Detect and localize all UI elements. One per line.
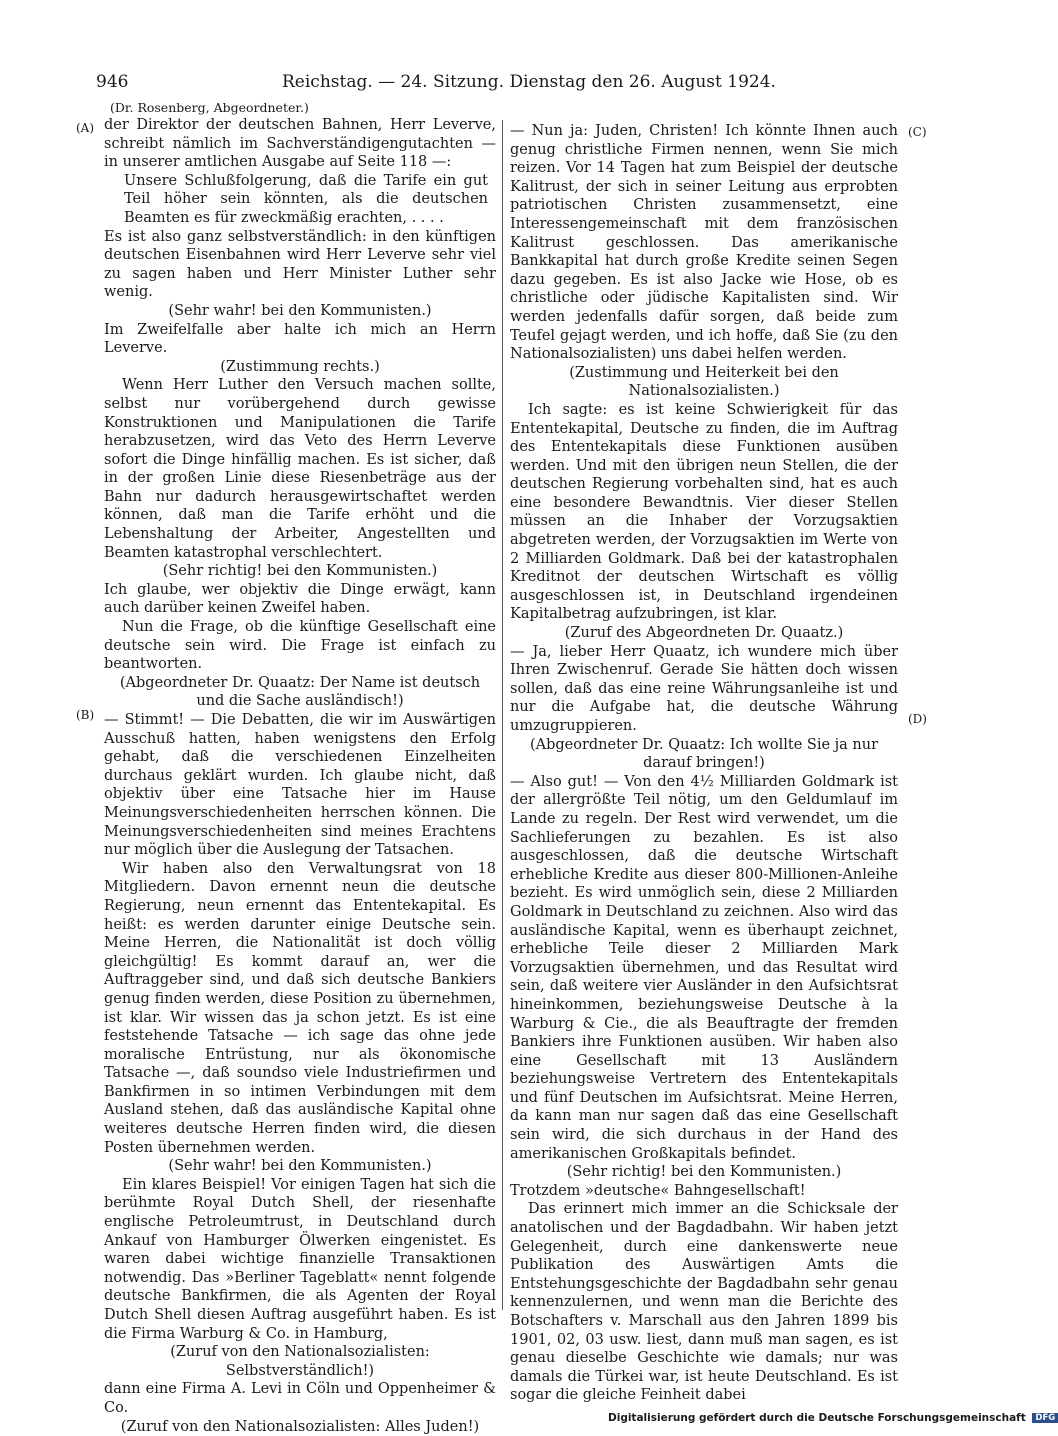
dfg-logo: DFG [1032,1413,1058,1423]
interjection: (Abgeordneter Dr. Quaatz: Ich wollte Sie ja nur darauf bringen!) [529,736,879,772]
interjection: (Zuruf von den Nationalsozialisten: Selbstverständlich!) [170,1344,430,1379]
margin-marker-b: (B) [76,708,95,722]
paragraph: dann eine Firma A. Levi in Cöln und Oppenheimer & Co. [104,1381,496,1416]
paragraph: Im Zweifelfalle aber halte ich mich an Herrn Leverve. [104,321,496,357]
interjection: (Zustimmung und Heiterkeit bei den Nationalsozialisten.) [569,364,839,400]
interjection: (Sehr richtig! bei den Kommunisten.) [162,563,438,580]
paragraph: Wenn Herr Luther den Versuch machen sollte, selbst nur vorübergehend durch gewisse Konstruktionen und Manipulationen die Tarife herabzusetzen, wird das Veto des Herrn Leverve sofort die Dinge hinfällig machen. Es ist sicher, daß in der großen Linie diese Riesenbeträge aus der Bahn nur dadurch herausgewirtschaftet werden können, daß man die Tarife erhöht und die Lebenshaltung der Arbeiter, Angestellten und Beamten katastrophal verschlechtert. [104,377,496,561]
paragraph: Es ist also ganz selbstverständlich: in den künftigen deutschen Eisenbahnen wird Herr Leverve sehr viel zu sagen haben und Herr Minister Luther sehr wenig. [104,228,496,301]
footer-credit [608,1412,1056,1424]
right-column [510,122,898,1405]
paragraph: — Ja, lieber Herr Quaatz, ich wundere mich über Ihren Zwischenruf. Gerade Sie hätten doch wissen sollen, daß das eine reine Währungsanleihe ist und nur die Aufgabe hat, die deutsche Währung umzugruppieren. [510,643,898,734]
interjection: (Zuruf von den Nationalsozialisten: Alles Juden!) [120,1418,480,1435]
page-number: 946 [96,72,129,92]
paragraph: Trotzdem »deutsche« Bahngesellschaft! [510,1182,806,1199]
interjection: (Abgeordneter Dr. Quaatz: Der Name ist deutsch und die Sache ausländisch!) [119,674,481,710]
paragraph: — Stimmt! — Die Debatten, die wir im Auswärtigen Ausschuß hatten, haben wenigstens den Erfolg gehabt, daß die verschiedenen Einzelheiten durchaus geklärt wurden. Ich glaube nicht, daß objektiv über eine Tatsache hier im Hause Meinungsverschiedenheiten herrschen können. Die Meinungsverschiedenheiten sind meines Erachtens nur möglich über die Auslegung der Tatsachen. [104,712,496,859]
paragraph: Ich glaube, wer objektiv die Dinge erwägt, kann auch darüber keinen Zweifel haben. [104,581,496,617]
session-title: Reichstag. — 24. Sitzung. Dienstag den 26. August 1924. [282,72,776,92]
page-header [96,72,776,96]
paragraph: der Direktor der deutschen Bahnen, Herr Leverve, schreibt nämlich im Sachverständigengutachten — in unserer amtlichen Ausgabe auf Seite 118 —: [104,117,496,171]
paragraph: Ich sagte: es ist keine Schwierigkeit für das Ententekapital, Deutsche zu finden, die im Auftrag des Ententekapitals diese Funktionen ausüben werden. Und mit den übrigen neun Stellen, die der deutschen Regierung vorbehalten sind, hat es auch eine besondere Bewandtnis. Vier dieser Stellen müssen an die Inhaber der Vorzugsaktien abgetreten werden, der Vorzugsaktien im Werte von 2 Milliarden Goldmark. Daß bei der katastrophalen Kreditnot der deutschen Wirtschaft es völlig ausgeschlossen ist, in Deutschland irgendeinen Kapitalbetrag aufzubringen, ist klar. [510,401,898,623]
paragraph: Nun die Frage, ob die künftige Gesellschaft eine deutsche sein wird. Die Frage ist einfach zu beantworten. [104,619,496,673]
paragraph: Wir haben also den Verwaltungsrat von 18 Mitgliedern. Davon ernennt neun die deutsche Regierung, neun ernennt das Ententekapital. Es heißt: es werden darunter einige Deutsche sein. Meine Herren, die Nationalität ist doch völlig gleichgültig! Es kommt darauf an, wer die Auftraggeber sind, und daß sich deutsche Bankiers genug finden werden, diese Position zu übernehmen, ist klar. Wir wissen das ja schon jetzt. Es ist eine feststehende Tatsache — ich sage das ohne jede moralische Entrüstung, nur als ökonomische Tatsache —, daß soundso viele Industriefirmen und Bankfirmen in so intimen Verbindungen mit dem Ausland stehen, daß das ausländische Kapital ohne weiteres deutsche Herren finden wird, die diesen Posten übernehmen werden. [104,860,496,1156]
interjection: (Sehr wahr! bei den Kommunisten.) [168,302,432,319]
margin-marker-a: (A) [76,121,95,135]
margin-marker-c: (C) [908,125,927,139]
left-column [104,116,496,1436]
quotation: Unsere Schlußfolgerung, daß die Tarife ein gut Teil höher sein könnten, als die deutschen Beamten es für zweckmäßig erachten, . . . . [124,172,488,226]
interjection: (Sehr wahr! bei den Kommunisten.) [168,1158,432,1175]
column-divider [502,120,503,1310]
interjection: (Zustimmung rechts.) [220,358,380,375]
paragraph: Das erinnert mich immer an die Schicksale der anatolischen und der Bagdadbahn. Wir haben jetzt Gelegenheit, durch eine dankenswerte neue Publikation des Auswärtigen Amts die Entstehungsgeschichte der Bagdadbahn sehr genau kennenzulernen, und wenn man die Berichte des Botschafters v. Marschall aus den Jahren 1899 bis 1901, 02, 03 usw. liest, dann muß man sagen, es ist genau dieselbe Geschichte wie damals; nur was damals die Türkei war, ist heute Deutschland. Es ist sogar die gleiche Feinheit dabei [510,1201,898,1404]
paragraph: — Nun ja: Juden, Christen! Ich könnte Ihnen auch genug christliche Firmen nennen, wenn Sie mich reizen. Vor 14 Tagen hat zum Beispiel der deutsche Kalitrust, der sich in seiner Leitung aus erprobten patriotischen Christen zusammensetzt, eine Interessengemeinschaft mit dem französischen Kalitrust geschlossen. Das amerikanische Bankkapital hat durch große Kredite seinen Segen dazu gegeben. Es ist also Jacke wie Hose, ob es christliche oder jüdische Kapitalisten sind. Wir werden jedenfalls dafür sorgen, daß beide zum Teufel gejagt werden, und ich hoffe, daß Sie (zu den Nationalsozialisten) uns dabei helfen werden. [510,123,898,363]
footer-text: Digitalisierung gefördert durch die Deutsche Forschungsgemeinschaft [608,1412,1026,1424]
margin-marker-d: (D) [908,712,927,726]
interjection: (Zuruf des Abgeordneten Dr. Quaatz.) [564,625,844,642]
paragraph: Ein klares Beispiel! Vor einigen Tagen hat sich die berühmte Royal Dutch Shell, der riesenhafte englische Petroleumtrust, in Deutschland durch Ankauf von Hamburger Ölwerken eingenistet. Es waren dabei wichtige finanzielle Transaktionen notwendig. Das »Berliner Tageblatt« nennt folgende deutsche Bankfirmen, die als Agenten der Royal Dutch Shell diesen Auftrag ausgeführt haben. Es ist die Firma Warburg & Co. in Hamburg, [104,1176,496,1342]
paragraph: — Also gut! — Von den 4½ Milliarden Goldmark ist der allergrößte Teil nötig, um den Geldumlauf im Lande zu regeln. Der Rest wird verwendet, um die Sachlieferungen zu bezahlen. Es ist also ausgeschlossen, daß die deutsche Wirtschaft erhebliche Kredite aus dieser 800-Millionen-Anleihe bezieht. Es wird unmöglich sein, diese 2 Milliarden Goldmark in Deutschland zu zeichnen. Also wird das ausländische Kapital, wenn es überhaupt zeichnet, erhebliche Teile dieser 2 Milliarden Mark Vorzugsaktien übernehmen, und das Resultat wird sein, daß weitere vier Ausländer in den Aufsichtsrat hineinkommen, beziehungsweise Deutsche à la Warburg & Cie., die als Beauftragte der fremden Bankiers ihre Funktionen ausüben. Wir haben also eine Gesellschaft mit 13 Ausländern beziehungsweise Vertretern des Ententekapitals und fünf Deutschen im Aufsichtsrat. Meine Herren, da kann man nur sagen daß das eine Gesellschaft sein wird, die sich durchaus in der Hand des amerikanischen Großkapitals befindet. [510,773,898,1162]
interjection: (Sehr richtig! bei den Kommunisten.) [566,1164,842,1181]
speaker-line: (Dr. Rosenberg, Abgeordneter.) [110,100,309,115]
